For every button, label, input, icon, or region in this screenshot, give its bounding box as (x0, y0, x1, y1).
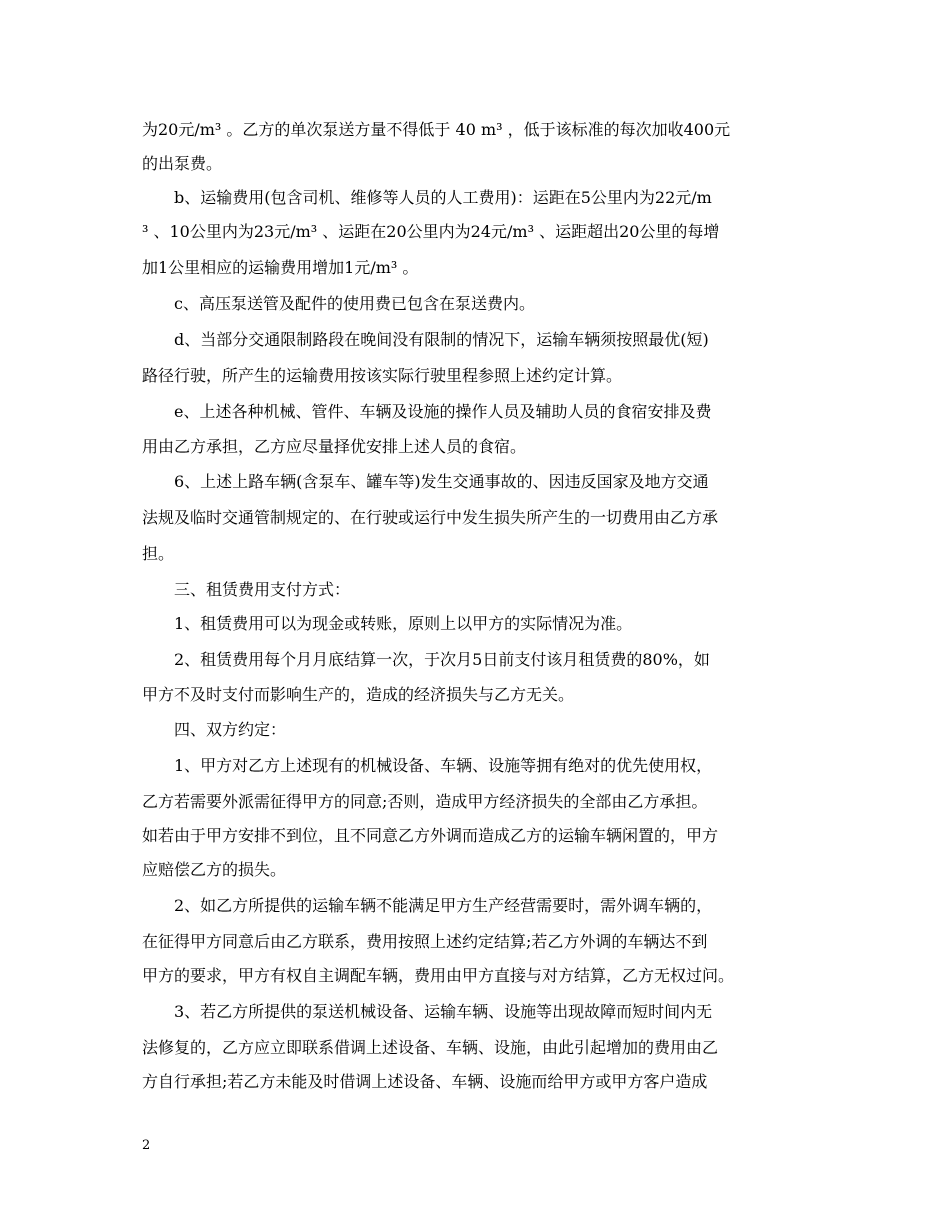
text-line: 3、若乙方所提供的泵送机械设备、运输车辆、设施等出现故障而短时间内无 (174, 1002, 713, 1021)
text-line: c、高压泵送管及配件的使用费已包含在泵送费内。 (174, 294, 535, 313)
text-line: 用由乙方承担，乙方应尽量择优安排上述人员的食宿。 (142, 437, 527, 456)
text-line: 担。 (142, 544, 175, 563)
text-line: 如若由于甲方安排不到位，且不同意乙方外调而造成乙方的运输车辆闲置的，甲方 (142, 826, 719, 845)
text-line: 2、租赁费用每个月月底结算一次，于次月5日前支付该月租赁费的80%，如 (174, 650, 710, 669)
text-line: 6、上述上路车辆(含泵车、罐车等)发生交通事故的、因违反国家及地方交通 (174, 472, 709, 491)
text-line: 加1公里相应的运输费用增加1元/m³ 。 (142, 258, 419, 277)
text-line: b、运输费用(包含司机、维修等人员的人工费用)：运距在5公里内为22元/m (174, 188, 712, 207)
text-line: 1、租赁费用可以为现金或转账，原则上以甲方的实际情况为准。 (174, 614, 633, 633)
text-line: 在征得甲方同意后由乙方联系，费用按照上述约定结算;若乙方外调的车辆达不到 (142, 932, 708, 951)
text-line: d、当部分交通限制路段在晚间没有限制的情况下，运输车辆须按照最优(短) (174, 330, 709, 349)
text-line: ³ 、10公里内为23元/m³ 、运距在20公里内为24元/m³ 、运距超出20公里的每增 (142, 222, 720, 241)
text-line: 甲方不及时支付而影响生产的，造成的经济损失与乙方无关。 (142, 685, 575, 704)
text-line: 路径行驶，所产生的运输费用按该实际行驶里程参照上述约定计算。 (142, 366, 623, 385)
text-line: 应赔偿乙方的损失。 (142, 860, 287, 879)
text-line: 1、甲方对乙方上述现有的机械设备、车辆、设施等拥有绝对的优先使用权， (174, 756, 713, 775)
text-line: e、上述各种机械、管件、车辆及设施的操作人员及辅助人员的食宿安排及费 (174, 402, 712, 421)
page-number: 2 (142, 1138, 151, 1153)
text-line: 乙方若需要外派需征得甲方的同意;否则，造成甲方经济损失的全部由乙方承担。 (142, 792, 708, 811)
section-heading: 三、租赁费用支付方式： (174, 580, 351, 599)
text-line: 的出泵费。 (142, 154, 223, 173)
text-line: 甲方的要求，甲方有权自主调配车辆，费用由甲方直接与对方结算，乙方无权过问。 (142, 966, 735, 985)
section-heading: 四、双方约定： (174, 720, 287, 739)
text-line: 为20元/m³ 。乙方的单次泵送方量不得低于 40 m³ ，低于该标准的每次加收400元 (142, 120, 731, 139)
text-line: 2、如乙方所提供的运输车辆不能满足甲方生产经营需要时，需外调车辆的， (174, 896, 713, 915)
text-line: 方自行承担;若乙方未能及时借调上述设备、车辆、设施而给甲方或甲方客户造成 (142, 1072, 708, 1091)
text-line: 法规及临时交通管制规定的、在行驶或运行中发生损失所产生的一切费用由乙方承 (142, 508, 719, 527)
text-line: 法修复的，乙方应立即联系借调上述设备、车辆、设施，由此引起增加的费用由乙 (142, 1038, 719, 1057)
